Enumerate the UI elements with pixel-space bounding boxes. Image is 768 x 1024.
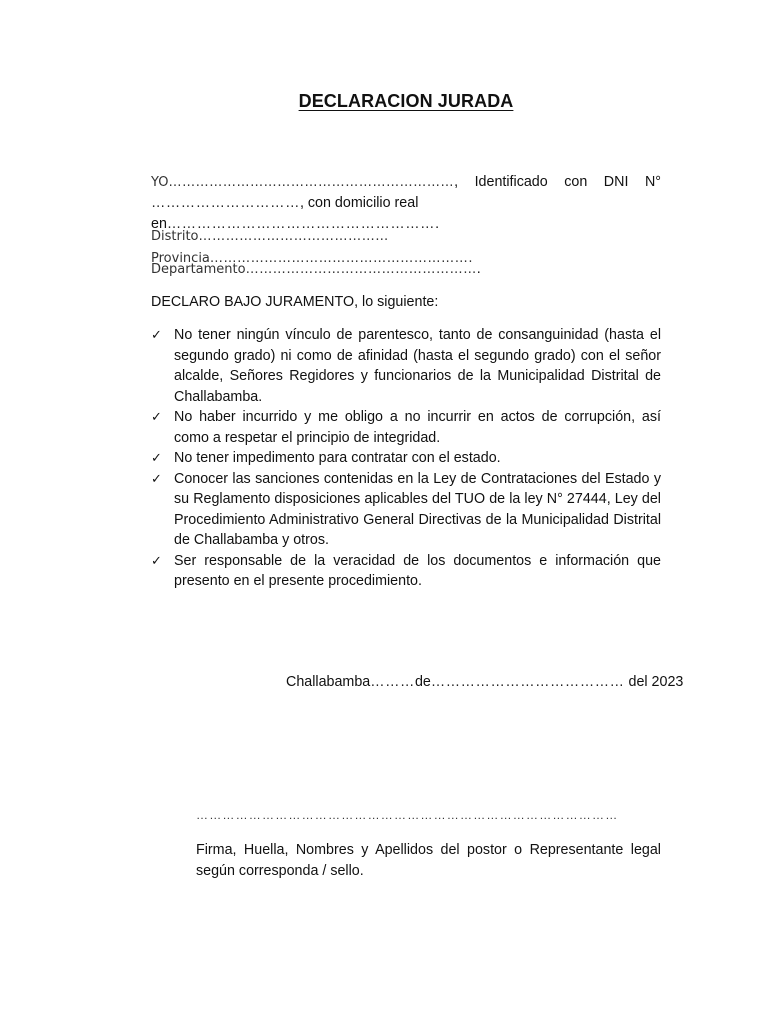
line-departamento [151,259,661,281]
place-date-line [286,672,684,693]
day-blank: ……… [370,674,415,690]
checkmark-icon: ✓ [151,450,162,465]
list-item [151,551,661,592]
declaro-heading: DECLARO BAJO JURAMENTO, lo siguiente: [151,294,439,310]
year-label: del 2023 [624,674,684,690]
declaration-list [151,325,661,592]
dni-label: , Identificado con DNI N° [454,174,661,190]
domicilio-label: , con domicilio real en [151,195,419,232]
checkmark-icon: ✓ [151,552,162,568]
domicilio-end: . [435,215,440,232]
month-blank: ………………………………… [430,674,625,690]
list-item-text: Ser responsable de la veracidad de los documentos e información que presento en el presente procedimiento. [174,552,661,589]
distrito-blank: …………………………………… [198,229,389,244]
document-title: DECLARACION JURADA [298,91,514,111]
list-item-text: No tener impedimento para contratar con el estado. [174,450,501,466]
dni-blank: ………………………… [151,195,300,211]
yo-name-blank: ……………………………………………………… [168,175,455,190]
list-item [151,325,661,407]
list-item-text: No haber incurrido y me obligo a no incurrir en actos de corrupción, así como a respetar el principio de integridad. [174,409,661,446]
checkmark-icon: ✓ [151,470,162,486]
checkmark-icon: ✓ [151,327,162,342]
de-label: de [414,674,431,690]
yo-label: YO [151,175,169,190]
provincia-label: Provincia [151,250,210,266]
line-yo [151,172,661,194]
list-item-text: Conocer las sanciones contenidas en la Ley de Contrataciones del Estado y su Reglamento disposiciones aplicables del TUO de la ley N° 27444, Ley del Procedimiento Administrativo General Directivas de la Municipalidad Distrital de Challabamba y otros. [174,470,661,548]
signature-line: …………………………………………………………………………………… [196,808,619,822]
checkmark-icon: ✓ [151,409,162,424]
departamento-label: Departamento [151,262,246,277]
list-item [151,448,661,469]
list-item [151,407,661,448]
departamento-blank: …………………………………………… [245,262,477,277]
provincia-end: . [468,250,473,266]
provincia-blank: ………………………………………………… [209,250,469,266]
signature-caption: Firma, Huella, Nombres y Apellidos del postor o Representante legal según corresponda / sello. [196,842,661,879]
distrito-label: Distrito [151,229,199,244]
list-item [151,469,661,551]
list-item-text: No tener ningún vínculo de parentesco, tanto de consanguinidad (hasta el segundo grado) ni como de afinidad (hasta el segundo grado) con el señor alcalde, Señores Regidores y funcionarios de la Municipalidad Distrital de Challabamba. [174,327,661,405]
place-label: Challabamba [286,674,371,690]
domicilio-blank: ……………………………………………… [166,215,436,232]
departamento-end: . [476,261,481,277]
